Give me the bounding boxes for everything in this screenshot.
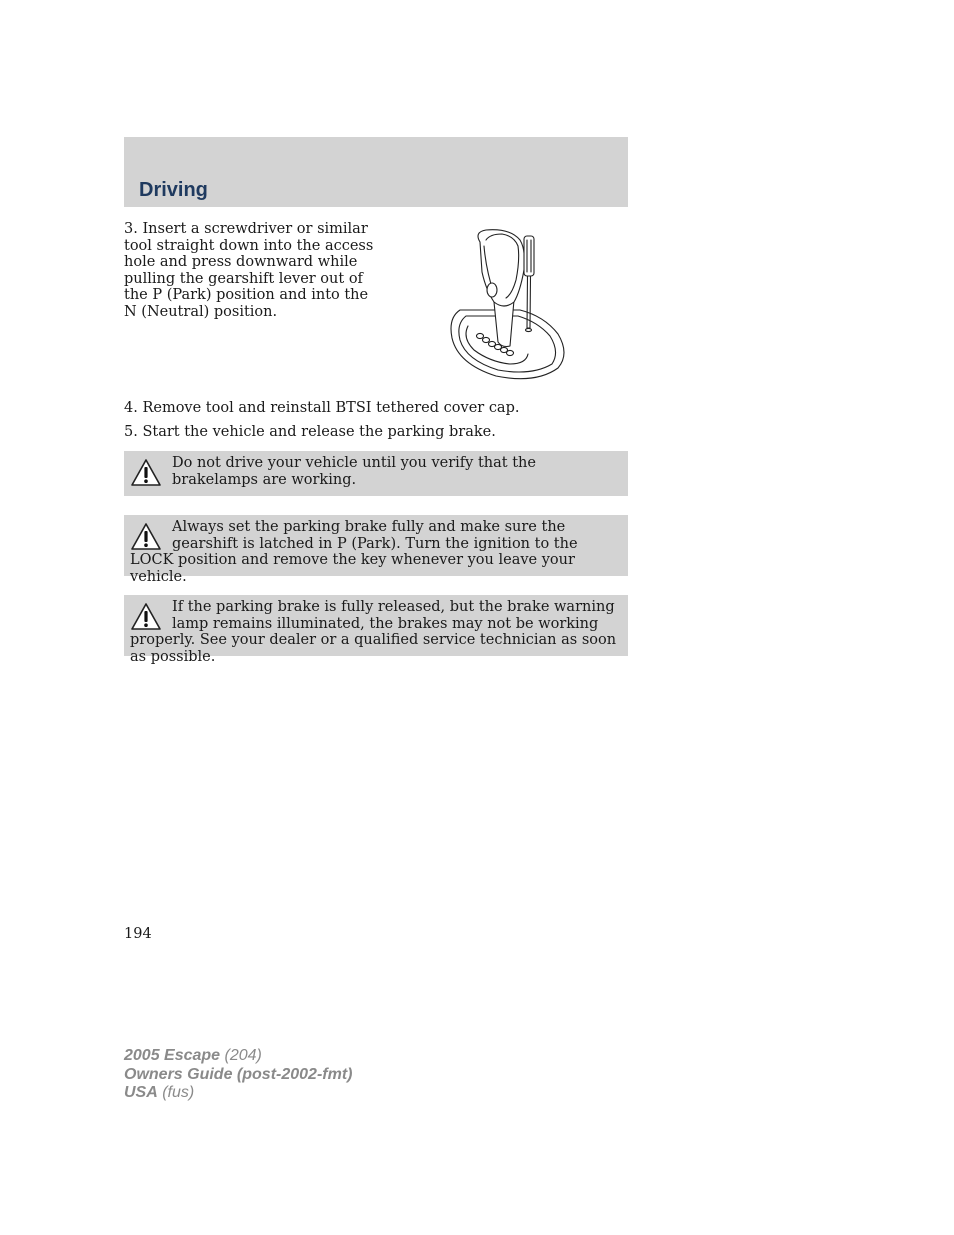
warning-text: Always set the parking brake fully and make sure the gearshift is latched in P (Park). Turn the ignition to the LOCK position and remove the key whenever you leave your vehicle. bbox=[130, 519, 578, 585]
step-5-text: 5. Start the vehicle and release the parking brake. bbox=[124, 424, 496, 440]
warning-box bbox=[124, 595, 628, 665]
footer-line-model bbox=[124, 1047, 352, 1066]
section-header bbox=[124, 137, 628, 207]
footer-line-guide bbox=[124, 1066, 352, 1085]
footer-market-code: (fus) bbox=[157, 1084, 195, 1101]
document-footer bbox=[124, 1047, 352, 1103]
step-4-text: 4. Remove tool and reinstall BTSI tethered cover cap. bbox=[124, 400, 520, 416]
footer-market: USA bbox=[124, 1084, 158, 1101]
section-title: Driving bbox=[139, 179, 208, 201]
footer-guide: Owners Guide (post-2002-fmt) bbox=[124, 1065, 353, 1083]
warning-box bbox=[124, 515, 628, 585]
step-3-text: 3. Insert a screwdriver or similar tool straight down into the access hole and press downward while pulling the gearshift lever out of the P (Park) position and into the N (Neutral) position. bbox=[124, 221, 374, 320]
footer-model: 2005 Escape bbox=[124, 1047, 221, 1064]
warning-triangle-icon bbox=[130, 522, 162, 552]
footer-model-code: (204) bbox=[220, 1047, 262, 1064]
warning-box bbox=[124, 451, 628, 496]
warning-triangle-icon bbox=[130, 458, 162, 488]
warning-triangle-icon bbox=[130, 602, 162, 632]
footer-line-market bbox=[124, 1084, 352, 1103]
warning-text: Do not drive your vehicle until you verify that the brakelamps are working. bbox=[172, 455, 536, 488]
warning-text: If the parking brake is fully released, but the brake warning lamp remains illuminated, the brakes may not be working properly. See your dealer or a qualified service technician as soon as possible. bbox=[130, 599, 617, 665]
page-number: 194 bbox=[124, 926, 152, 942]
gearshift-screwdriver-illustration bbox=[440, 226, 572, 384]
